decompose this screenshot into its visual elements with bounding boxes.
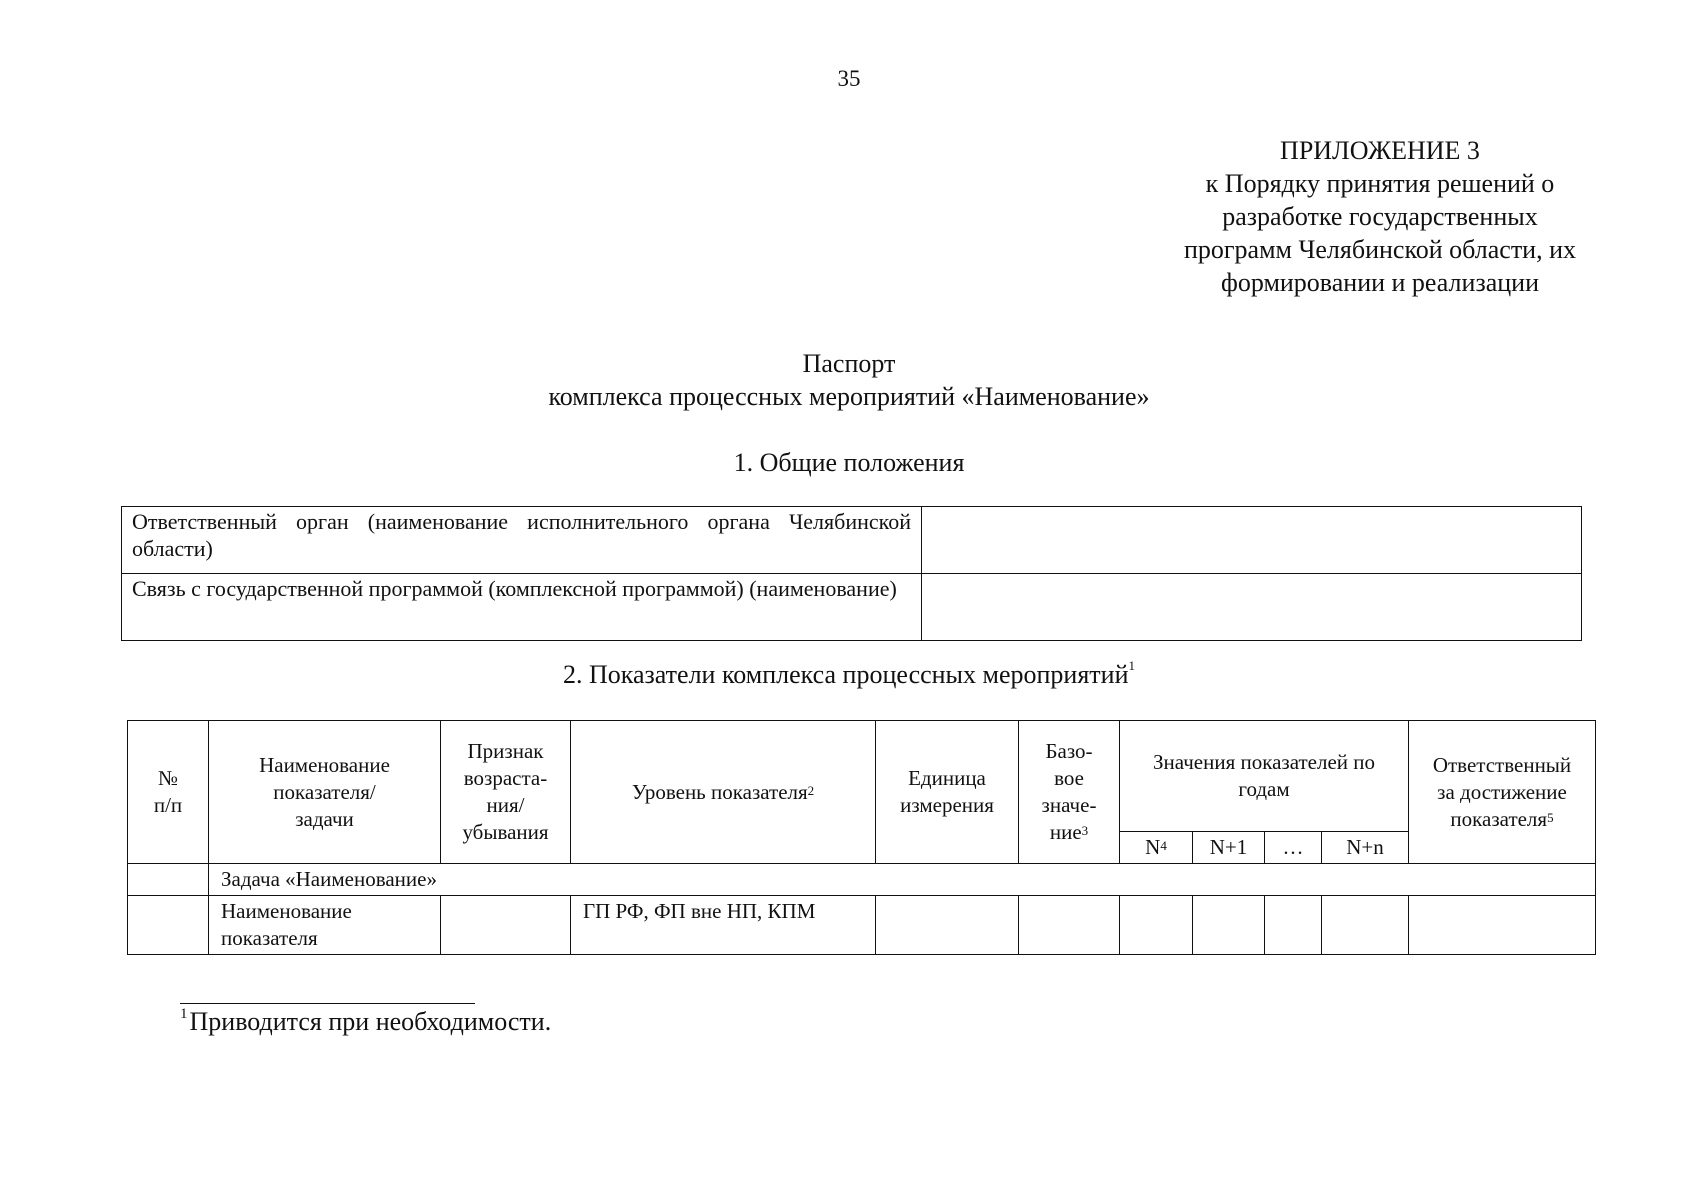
table-row [128,896,1596,955]
header-text: Значения показателей по [1152,750,1376,774]
program-link-label: Связь с государственной программой (комплексной программой) (наименование) [122,574,922,641]
header-year-n: $N^4$ [1120,832,1193,864]
document-subtitle: комплекса процессных мероприятий «Наименование» [548,382,1150,411]
footnote-ref: 1 [1128,658,1135,673]
table-row [122,574,1582,641]
cell-text: показателя [221,926,318,950]
header-text: Уровень показателя [631,779,808,804]
footnote [180,1007,551,1037]
header-base-value [1019,721,1120,864]
header-text: за достижение [1437,779,1567,804]
task-name-cell: Задача «Наименование» [209,864,1596,896]
header-text: возраста- [463,766,548,790]
table-row [122,507,1582,574]
footnote-ref: 5 [1547,809,1554,825]
header-text: Признак [467,739,544,763]
header-text: Единица [908,766,986,790]
header-unit [876,721,1019,864]
header-text: Базо- [1045,739,1093,763]
appendix-header [1100,134,1660,299]
cell-empty [1120,896,1193,955]
cell-empty [128,864,209,896]
header-responsible [1409,721,1596,864]
section-2-title: 2. Показатели комплекса процессных мероприятий [562,660,1129,689]
header-text: задачи [295,806,354,831]
header-text: № [157,766,179,790]
footnote-ref: 3 [1081,823,1089,838]
appendix-line: формировании и реализации [1220,268,1540,297]
header-year-ellipsis: … [1265,832,1322,864]
cell-empty [1409,896,1596,955]
header-trend [441,721,571,864]
footnote-separator [180,1003,475,1004]
indicator-name-cell [209,896,441,955]
cell-empty [128,896,209,955]
cell-empty [1193,896,1265,955]
header-text: Наименование [259,752,390,777]
header-number [128,721,209,864]
footnote-ref: 2 [807,782,815,798]
general-provisions-table [121,506,1582,641]
cell-empty [441,896,571,955]
footnote-text: Приводится при необходимости. [189,1007,552,1036]
header-text: показателя/ [273,779,376,804]
section-1-heading: 1. Общие положения [733,448,965,477]
appendix-line: программ Челябинской области, их [1183,235,1577,264]
table-row [128,864,1596,896]
appendix-line: к Порядку принятия решений о [1205,169,1555,198]
header-indicator-name [209,721,441,864]
footnote-number: 1 [180,1006,188,1022]
appendix-title: ПРИЛОЖЕНИЕ 3 [1280,136,1480,165]
cell-text: Наименование [221,899,352,923]
page-number: 35 [837,66,861,91]
header-text: п/п [153,793,183,817]
header-text: ние$^3$ [1049,820,1089,844]
cell-empty [1322,896,1409,955]
header-text: измерения [900,793,994,817]
responsible-body-value [922,507,1582,574]
header-row [128,721,1596,832]
footnote-ref: 4 [1160,838,1167,853]
header-text: вое [1054,766,1084,790]
indicators-table [127,720,1596,955]
responsible-body-label: Ответственный орган (наименование исполнительного органа Челябинской области) [122,507,922,574]
header-text: Ответственный [1432,752,1572,777]
cell-empty [876,896,1019,955]
indicator-level-cell: ГП РФ, ФП вне НП, КПМ [571,896,876,955]
header-text: значе- [1041,793,1097,817]
program-link-value [922,574,1582,641]
header-values-by-year [1120,721,1409,832]
cell-empty [1019,896,1120,955]
cell-empty [1265,896,1322,955]
header-year-n-plus-1: N+1 [1193,832,1265,864]
header-text: годам [1238,777,1290,801]
header-text: убывания [462,820,549,844]
document-title: Паспорт [802,349,896,378]
appendix-line: разработке государственных [1222,202,1538,231]
header-text: показателя$^5$ [1450,806,1554,831]
header-text: ния/ [486,793,525,817]
header-year-n-plus-n: N+n [1322,832,1409,864]
header-level [571,721,876,864]
section-2-heading [0,660,1698,690]
